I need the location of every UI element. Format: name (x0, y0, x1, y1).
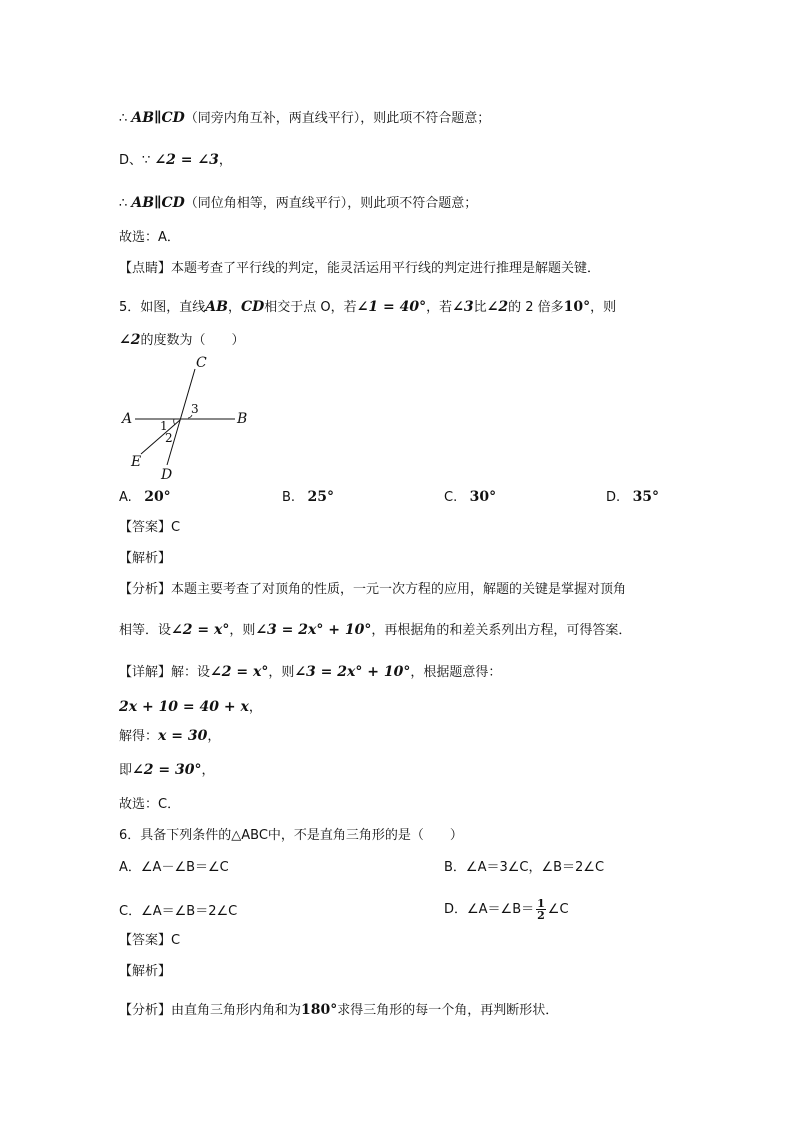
option-value: 20° (144, 489, 171, 505)
q6-answer: 【答案】C (119, 933, 181, 948)
stem-text: ， (227, 300, 241, 315)
text: ∠C (547, 902, 569, 917)
line-parallel-2 (119, 193, 477, 214)
math: 2x + 10 = 40 + x (119, 699, 249, 715)
math-angle2: ∠2 (486, 299, 509, 315)
math: ∠2 = x° (210, 664, 269, 680)
fraction-half (536, 898, 546, 921)
option-letter: D. (606, 490, 621, 505)
line-option-d (119, 150, 232, 171)
label-angle1: 1 (160, 419, 168, 433)
q5-result (119, 760, 214, 781)
q5-equation (119, 697, 262, 718)
label-d: D (161, 467, 173, 482)
fraction-numerator: 1 (537, 897, 545, 910)
q5-option-a (119, 487, 171, 508)
q6-option-a: A．∠A－∠B＝∠C (119, 860, 229, 875)
text: D．∠A＝∠B＝ (444, 902, 535, 917)
stem-text: 5．如图，直线 (119, 300, 206, 315)
math-cd: CD (241, 299, 265, 315)
q5-stem-cont (119, 330, 245, 351)
option-letter: C. (444, 490, 458, 505)
stem-text: ，若 (426, 300, 453, 315)
stem-text: 相交于点 O，若 (264, 300, 357, 315)
q5-fenxi-1: 【分析】本题主要考查了对顶角的性质，一元一次方程的应用，解题的关键是掌握对顶角 (119, 582, 627, 597)
therefore-symbol: ∴ (119, 196, 132, 211)
line-parallel-1 (119, 108, 490, 129)
q6-stem: 6．具备下列条件的△ABC中，不是直角三角形的是（ ） (119, 828, 463, 843)
math-angle-eq: ∠2 = ∠3 (154, 152, 219, 168)
q5-option-c (444, 487, 496, 508)
text: 【分析】由直角三角形内角和为 (119, 1003, 302, 1018)
math: x = 30 (158, 728, 208, 744)
math-ab-parallel-cd: AB∥CD (131, 110, 185, 126)
label-e: E (131, 454, 142, 470)
option-letter: A. (119, 490, 132, 505)
q6-fenxi (119, 1000, 558, 1021)
q5-solve (119, 726, 220, 747)
q5-option-b (282, 487, 334, 508)
text: ，再根据角的和差关系列出方程，可得答案． (371, 623, 632, 638)
q5-figure (115, 352, 255, 482)
choice-line: 故选：A． (119, 230, 180, 245)
q5-answer: 【答案】C (119, 520, 181, 535)
therefore-symbol: ∴ (119, 111, 132, 126)
line-text: （同位角相等，两直线平行），则此项不符合题意； (184, 196, 478, 211)
math-angle2: ∠2 (119, 332, 141, 348)
fraction-denominator: 2 (537, 909, 545, 922)
text: 求得三角形的每一个角，再判断形状． (337, 1003, 559, 1018)
label-angle2: 2 (165, 431, 173, 445)
math-angle1: ∠1 = 40° (356, 299, 427, 315)
option-value: 30° (469, 489, 497, 505)
stem-text: ，则 (590, 300, 617, 315)
stem-text: 的 2 倍多 (508, 300, 564, 315)
q5-choice: 故选：C． (119, 797, 181, 812)
label-a: A (122, 411, 133, 427)
q5-stem (119, 297, 616, 318)
math: ∠3 = 2x° + 10° (255, 622, 372, 638)
math-ten-degrees: 10° (563, 299, 591, 315)
label-b: B (237, 411, 248, 427)
text: ，则 (268, 665, 295, 680)
q6-option-b: B．∠A＝3∠C，∠B＝2∠C (444, 860, 605, 875)
math-ab: AB (205, 299, 228, 315)
text: ， (201, 763, 215, 778)
q5-analysis-head: 【解析】 (119, 551, 172, 566)
text: ， (207, 729, 221, 744)
q5-xiangjie (119, 662, 501, 683)
math-ab-parallel-cd: AB∥CD (131, 195, 185, 211)
option-letter: B. (282, 490, 296, 505)
label-angle3: 3 (191, 402, 199, 416)
q6-option-c: C．∠A＝∠B＝2∠C (119, 904, 238, 919)
q6-analysis-head: 【解析】 (119, 964, 172, 979)
q5-option-d (606, 487, 659, 508)
text: 【详解】解：设 (119, 665, 211, 680)
angle-arc (174, 419, 175, 425)
q6-option-d (444, 898, 569, 921)
line-text: （同旁内角互补，两直线平行），则此项不符合题意； (184, 111, 491, 126)
math: 180° (301, 1002, 338, 1018)
math: ∠3 = 2x° + 10° (294, 664, 411, 680)
text: ，则 (229, 623, 256, 638)
stem-text: 的度数为（ ） (140, 333, 245, 348)
dianjing-line: 【点睛】本题考查了平行线的判定，能灵活运用平行线的判定进行推理是解题关键． (119, 261, 601, 276)
option-value: 25° (307, 489, 334, 505)
text: 即 (119, 763, 133, 778)
text: ， (248, 700, 262, 715)
because-symbol: D、∵ (119, 153, 155, 168)
text: ，根据题意得： (410, 665, 502, 680)
stem-text: 比 (473, 300, 487, 315)
math: ∠2 = x° (171, 622, 230, 638)
option-value: 35° (632, 489, 660, 505)
math: ∠2 = 30° (132, 762, 202, 778)
q5-fenxi-2 (119, 620, 631, 641)
text: 解得： (119, 729, 159, 744)
label-c: C (196, 355, 207, 371)
line-text: ， (218, 153, 232, 168)
text: 相等．设 (119, 623, 172, 638)
math-angle3: ∠3 (452, 299, 474, 315)
